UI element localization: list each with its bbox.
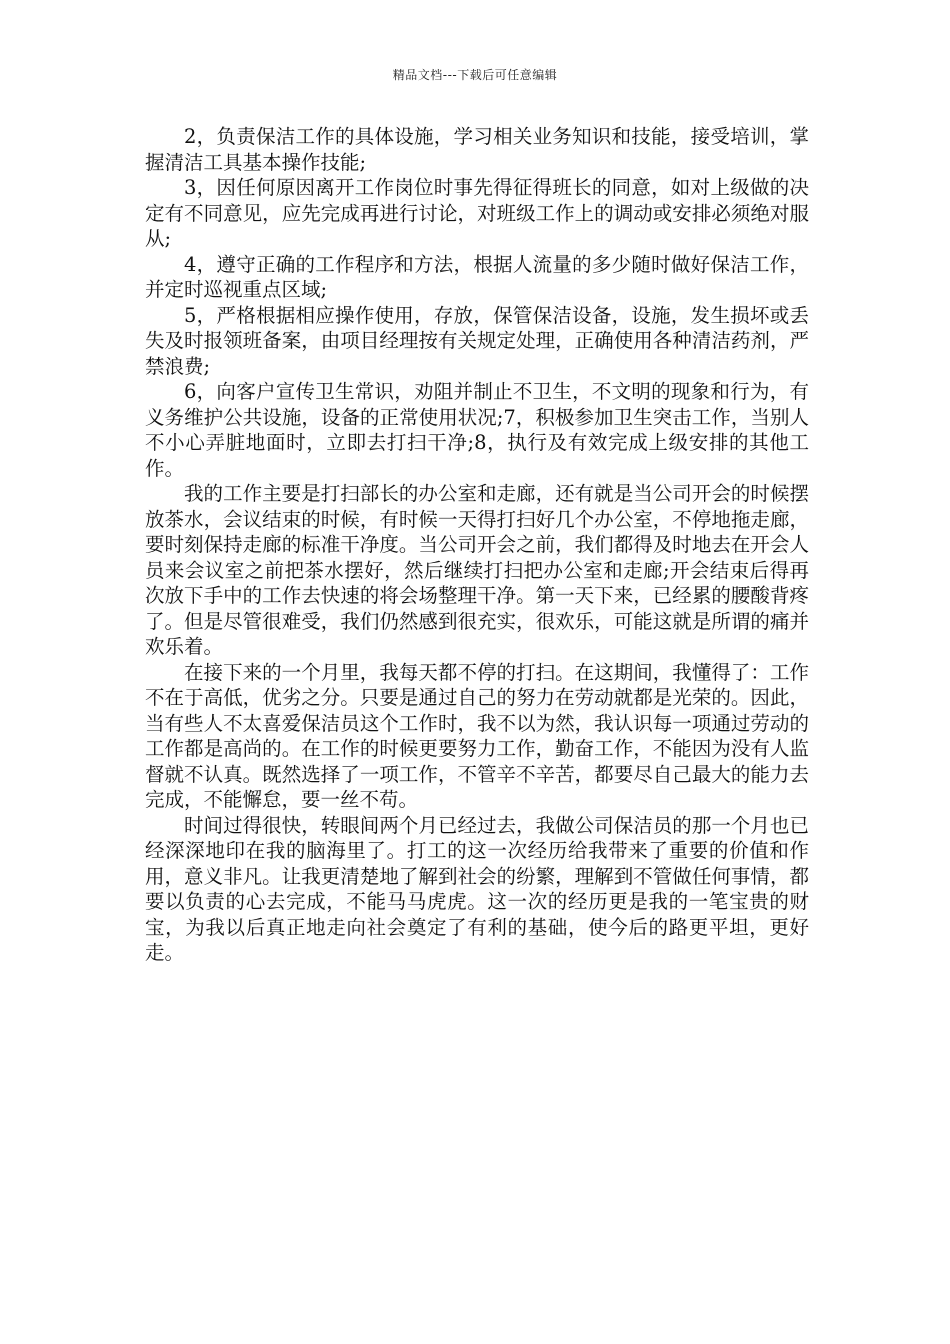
paragraph: 5，严格根据相应操作使用，存放，保管保洁设备，设施，发生损坏或丢失及时报领班备案，由项目经理按有关规定处理，正确使用各种清洁药剂，严禁浪费;	[145, 303, 809, 378]
paragraph: 时间过得很快，转眼间两个月已经过去，我做公司保洁员的那一个月也已经深深地印在我的脑海里了。打工的这一次经历给我带来了重要的价值和作用，意义非凡。让我更清楚地了解到社会的纷繁，理解到不管做任何事情，都要以负责的心去完成，不能马马虎虎。这一次的经历更是我的一笔宝贵的财宝，为我以后真正地走向社会奠定了有利的基础，使今后的路更平坦，更好走。	[145, 813, 809, 964]
paragraph: 3，因任何原因离开工作岗位时事先得征得班长的同意，如对上级做的决定有不同意见，应先完成再进行讨论，对班级工作上的调动或安排必须绝对服从;	[145, 176, 809, 250]
page-header: 精品文档---下载后可任意编辑	[392, 68, 558, 82]
document-body	[145, 124, 809, 966]
paragraph: 在接下来的一个月里，我每天都不停的打扫。在这期间，我懂得了：工作不在于高低，优劣之分。只要是通过自己的努力在劳动就都是光荣的。因此，当有些人不太喜爱保洁员这个工作时，我不以为然，我认识每一项通过劳动的工作都是高尚的。在工作的时候更要努力工作，勤奋工作，不能因为没有人监督就不认真。既然选择了一项工作，不管辛不辛苦，都要尽自己最大的能力去完成，不能懈怠，要一丝不苟。	[145, 660, 809, 811]
paragraph: 6，向客户宣传卫生常识，劝阻并制止不卫生，不文明的现象和行为，有义务维护公共设施，设备的正常使用状况;7，积极参加卫生突击工作，当别人不小心弄脏地面时，立即去打扫干净;8，执行及有效完成上级安排的其他工作。	[145, 380, 809, 480]
paragraph: 4，遵守正确的工作程序和方法，根据人流量的多少随时做好保洁工作，并定时巡视重点区域;	[145, 252, 809, 301]
paragraph: 2，负责保洁工作的具体设施，学习相关业务知识和技能，接受培训，掌握清洁工具基本操作技能;	[145, 125, 809, 174]
paragraph: 我的工作主要是打扫部长的办公室和走廊，还有就是当公司开会的时候摆放茶水，会议结束的时候，有时候一天得打扫好几个办公室，不停地拖走廊，要时刻保持走廊的标准干净度。当公司开会之前，我们都得及时地去在开会人员来会议室之前把茶水摆好，然后继续打扫把办公室和走廊;开会结束后得再次放下手中的工作去快速的将会场整理干净。第一天下来，已经累的腰酸背疼了。但是尽管很难受，我们仍然感到很充实，很欢乐，可能这就是所谓的痛并欢乐着。	[145, 482, 809, 658]
